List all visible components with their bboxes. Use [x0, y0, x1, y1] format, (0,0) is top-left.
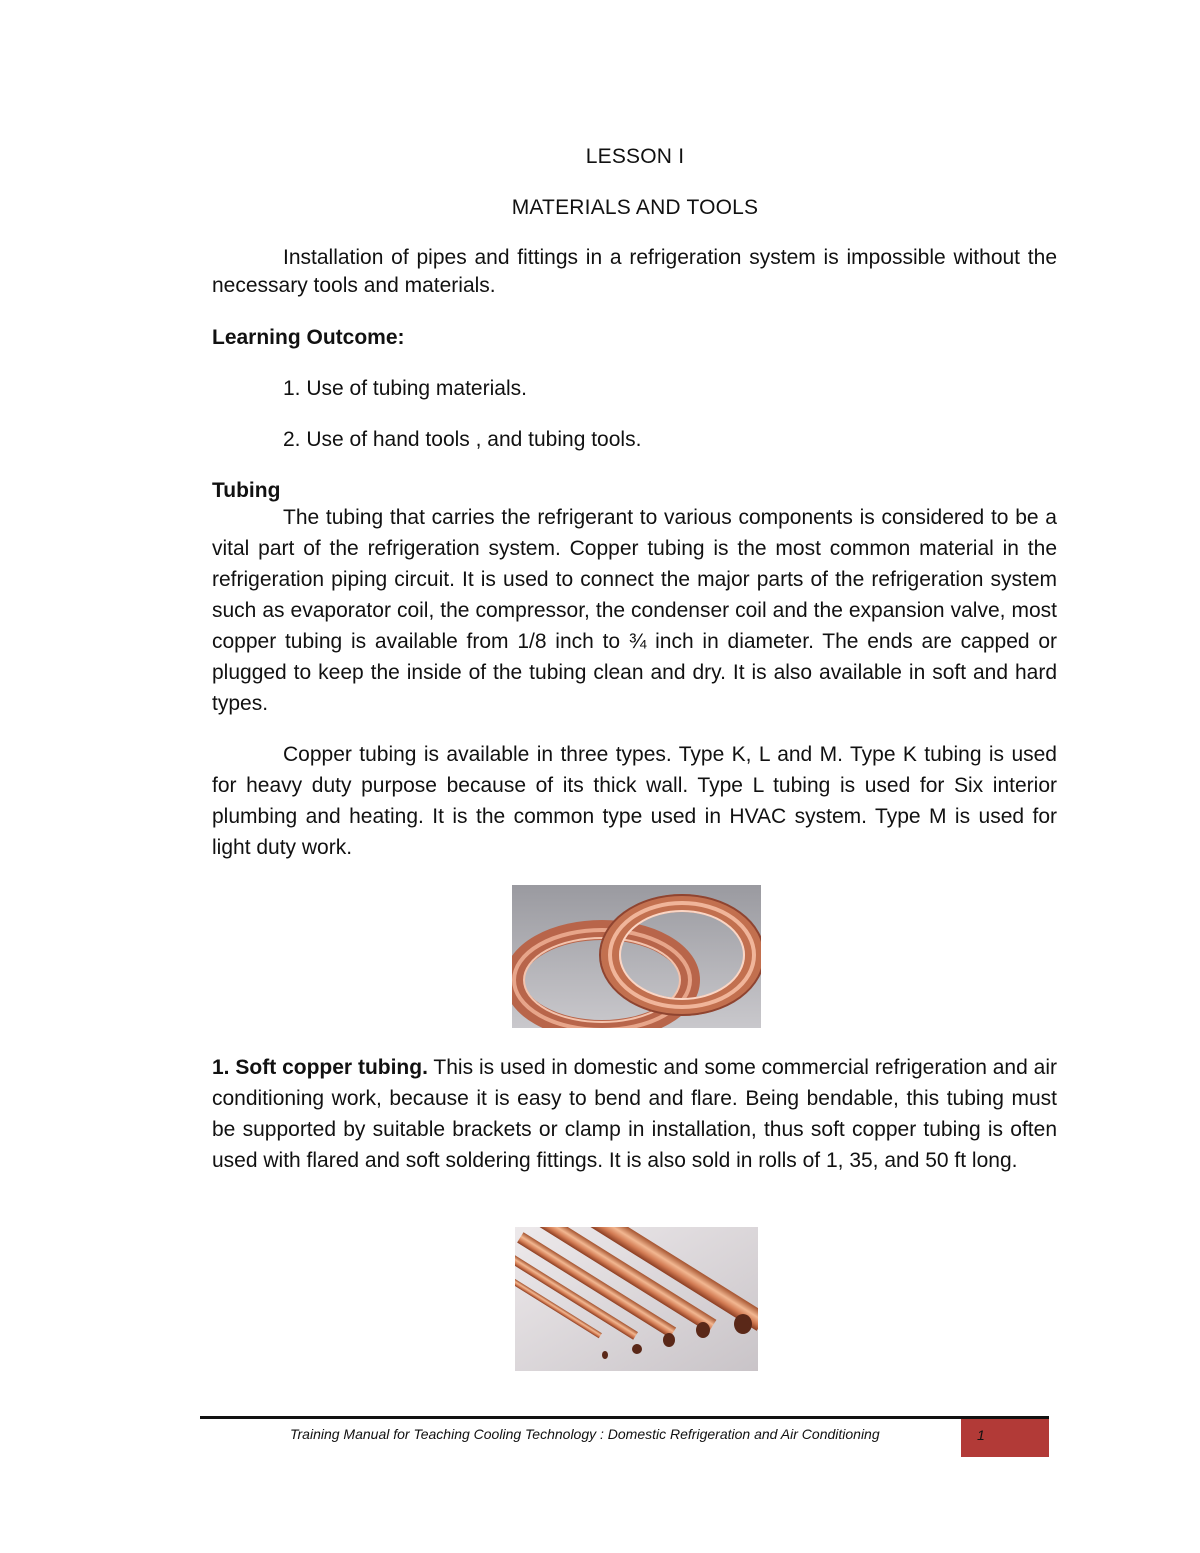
footer-text: Training Manual for Teaching Cooling Technology : Domestic Refrigeration and Air Conditioning	[290, 1426, 880, 1442]
soft-copper-text: This is used in domestic and some commercial refrigeration and air conditioning work, because it is easy to bend and flare. Being bendable, this tubing must be supported by suitable brackets or clamp in installation, thus soft copper tubing is often used with flared and soft soldering fittings. It is also sold in rolls of 1, 35, and 50 ft long.	[212, 1056, 1057, 1172]
lesson-subtitle: MATERIALS AND TOOLS	[511, 196, 759, 219]
footer-rule	[200, 1416, 1049, 1419]
soft-copper-label: 1. Soft copper tubing.	[212, 1056, 428, 1079]
soft-copper-paragraph	[212, 1052, 1057, 1176]
tubing-heading: Tubing	[212, 479, 281, 502]
straight-tubes-image	[515, 1227, 758, 1371]
intro-paragraph: Installation of pipes and fittings in a refrigeration system is impossible without the necessary tools and materials.	[212, 246, 1057, 297]
lesson-title: LESSON I	[585, 145, 685, 168]
learning-outcome-heading: Learning Outcome:	[212, 326, 405, 349]
tubing-paragraph-2: Copper tubing is available in three types. Type K, L and M. Type K tubing is used for heavy duty purpose because of its thick wall. Type L tubing is used for Six interior plumbing and heating. It is the common type used in HVAC system. Type M is used for light duty work.	[212, 743, 1057, 859]
page-number: 1	[977, 1427, 985, 1443]
tubing-paragraph-1: The tubing that carries the refrigerant to various components is considered to be a vital part of the refrigeration system. Copper tubing is the most common material in the refrigeration piping circuit. It is used to connect the major parts of the refrigeration system such as evaporator coil, the compressor, the condenser coil and the expansion valve, most copper tubing is available from 1/8 inch to ¾ inch in diameter. The ends are capped or plugged to keep the inside of the tubing clean and dry. It is also available in soft and hard types.	[212, 506, 1057, 715]
copper-coil-image	[512, 885, 761, 1028]
page-number-box	[961, 1419, 1049, 1457]
outcome-item-1: 1. Use of tubing materials.	[283, 377, 527, 400]
outcome-item-2: 2. Use of hand tools , and tubing tools.	[283, 428, 642, 451]
